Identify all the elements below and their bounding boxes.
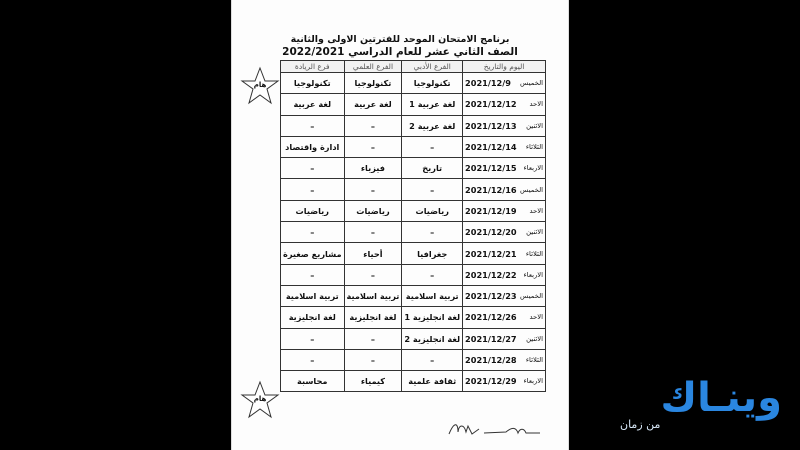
scientific-subject-cell: أحياء [344,243,402,264]
entrepreneurship-subject-cell: – [281,328,345,349]
table-row [281,371,546,392]
exam-date: 2021/12/13 [465,120,517,131]
important-label: هام [253,81,267,89]
important-star-top [240,66,280,106]
scientific-subject-cell: فيزياء [344,158,402,179]
day-date-cell [463,136,546,157]
exam-date: 2021/12/12 [465,99,517,110]
table-row [281,328,546,349]
table-row [281,200,546,221]
day-date-cell [463,349,546,370]
scientific-subject-cell: تكنولوجيا [344,73,402,94]
day-date-cell [463,307,546,328]
table-row [281,179,546,200]
header-literary: الفرع الأدبي [402,61,463,73]
scientific-subject-cell: لغة عربية [344,94,402,115]
header-scientific: الفرع العلمي [344,61,402,73]
day-name: الاربعاء [523,164,544,173]
day-date-cell [463,243,546,264]
entrepreneurship-subject-cell: لغة انجليزية [281,307,345,328]
table-row [281,73,546,94]
day-date-cell [463,328,546,349]
header-day-date: اليوم والتاريخ [463,61,546,73]
entrepreneurship-subject-cell: – [281,222,345,243]
scientific-subject-cell: كيمياء [344,371,402,392]
day-name: الثلاثاء [525,143,544,152]
exam-date: 2021/12/28 [465,355,517,365]
document-title: برنامج الامتحان الموحد للفترتين الاولى والثانية [290,34,510,45]
table-row [281,136,546,157]
day-name: الاثنين [526,228,544,237]
day-date-cell [463,94,546,115]
day-name: الاحد [529,100,544,109]
day-date-cell [463,285,546,306]
day-name: الاربعاء [523,270,544,279]
table-body [281,73,546,392]
signature-2 [482,424,542,438]
scientific-subject-cell: – [344,136,402,157]
literary-subject-cell: لغة عربية 1 [402,94,463,115]
scientific-subject-cell: – [344,222,402,243]
exam-date: 2021/12/20 [465,227,517,238]
document-subtitle: الصف الثاني عشر للعام الدراسي 2022/2021 [282,46,518,58]
table-row [281,307,546,328]
table-row [281,264,546,285]
document-page [232,0,568,450]
table-row [281,115,546,136]
day-name: الثلاثاء [525,356,544,364]
site-logo [612,372,792,442]
scientific-subject-cell: رياضيات [344,200,402,221]
table-header-row [281,61,546,73]
entrepreneurship-subject-cell: تكنولوجيا [281,73,345,94]
literary-subject-cell: – [402,264,463,285]
literary-subject-cell: تربية اسلامية [402,285,463,306]
literary-subject-cell: – [402,136,463,157]
exam-date: 2021/12/19 [465,205,517,216]
table-row [281,222,546,243]
exam-date: 2021/12/23 [465,291,517,302]
day-date-cell [463,264,546,285]
day-name: الخميس [520,292,544,301]
important-star-bottom [240,380,280,420]
literary-subject-cell: ثقافة علمية [402,371,463,392]
table-row [281,94,546,115]
day-date-cell [463,115,546,136]
signature-1 [446,420,482,440]
day-name: الثلاثاء [525,249,544,258]
exam-schedule-table [280,60,546,392]
day-date-cell [463,222,546,243]
day-name: الاحد [529,206,544,215]
entrepreneurship-subject-cell: لغة عربية [281,94,345,115]
exam-date: 2021/12/21 [465,248,517,259]
exam-date: 2021/12/29 [465,376,517,387]
day-name: الخميس [520,185,544,194]
entrepreneurship-subject-cell: رياضيات [281,200,345,221]
entrepreneurship-subject-cell: – [281,158,345,179]
exam-date: 2021/12/26 [465,312,517,323]
entrepreneurship-subject-cell: – [281,349,345,370]
literary-subject-cell: لغة انجليزية 2 [402,328,463,349]
exam-date: 2021/12/15 [465,163,517,174]
literary-subject-cell: جغرافيا [402,243,463,264]
exam-date: 2021/12/16 [465,184,517,195]
entrepreneurship-subject-cell: ادارة واقتصاد [281,136,345,157]
header-entrepreneurship: فرع الريادة [281,61,345,73]
literary-subject-cell: لغة عربية 2 [402,115,463,136]
literary-subject-cell: – [402,179,463,200]
literary-subject-cell: رياضيات [402,200,463,221]
day-name: الاحد [529,313,544,322]
day-date-cell [463,158,546,179]
literary-subject-cell: تكنولوجيا [402,73,463,94]
scientific-subject-cell: – [344,115,402,136]
scientific-subject-cell: – [344,328,402,349]
day-name: الاثنين [526,121,544,130]
exam-date: 2021/12/22 [465,269,517,280]
entrepreneurship-subject-cell: مشاريع صغيرة [281,243,345,264]
table-row [281,285,546,306]
day-date-cell [463,200,546,221]
scientific-subject-cell: – [344,179,402,200]
literary-subject-cell: تاريخ [402,158,463,179]
day-name: الخميس [520,79,544,88]
important-label: هام [253,395,267,403]
scientific-subject-cell: لغة انجليزية [344,307,402,328]
day-date-cell [463,371,546,392]
entrepreneurship-subject-cell: – [281,264,345,285]
entrepreneurship-subject-cell: محاسبة [281,371,345,392]
scientific-subject-cell: – [344,264,402,285]
day-date-cell [463,73,546,94]
exam-date: 2021/12/27 [465,333,517,344]
logo-tagline: من زمان [620,418,661,431]
day-name: الاربعاء [523,377,544,386]
literary-subject-cell: – [402,222,463,243]
entrepreneurship-subject-cell: تربية اسلامية [281,285,345,306]
exam-date: 2021/12/9 [465,78,511,89]
table-row [281,158,546,179]
scientific-subject-cell: تربية اسلامية [344,285,402,306]
literary-subject-cell: – [402,349,463,370]
entrepreneurship-subject-cell: – [281,115,345,136]
day-date-cell [463,179,546,200]
day-name: الاثنين [526,334,544,343]
table-row [281,349,546,370]
literary-subject-cell: لغة انجليزية 1 [402,307,463,328]
scientific-subject-cell: – [344,349,402,370]
entrepreneurship-subject-cell: – [281,179,345,200]
table-row [281,243,546,264]
logo-text: وينـاك [660,375,782,421]
exam-date: 2021/12/14 [465,142,517,153]
